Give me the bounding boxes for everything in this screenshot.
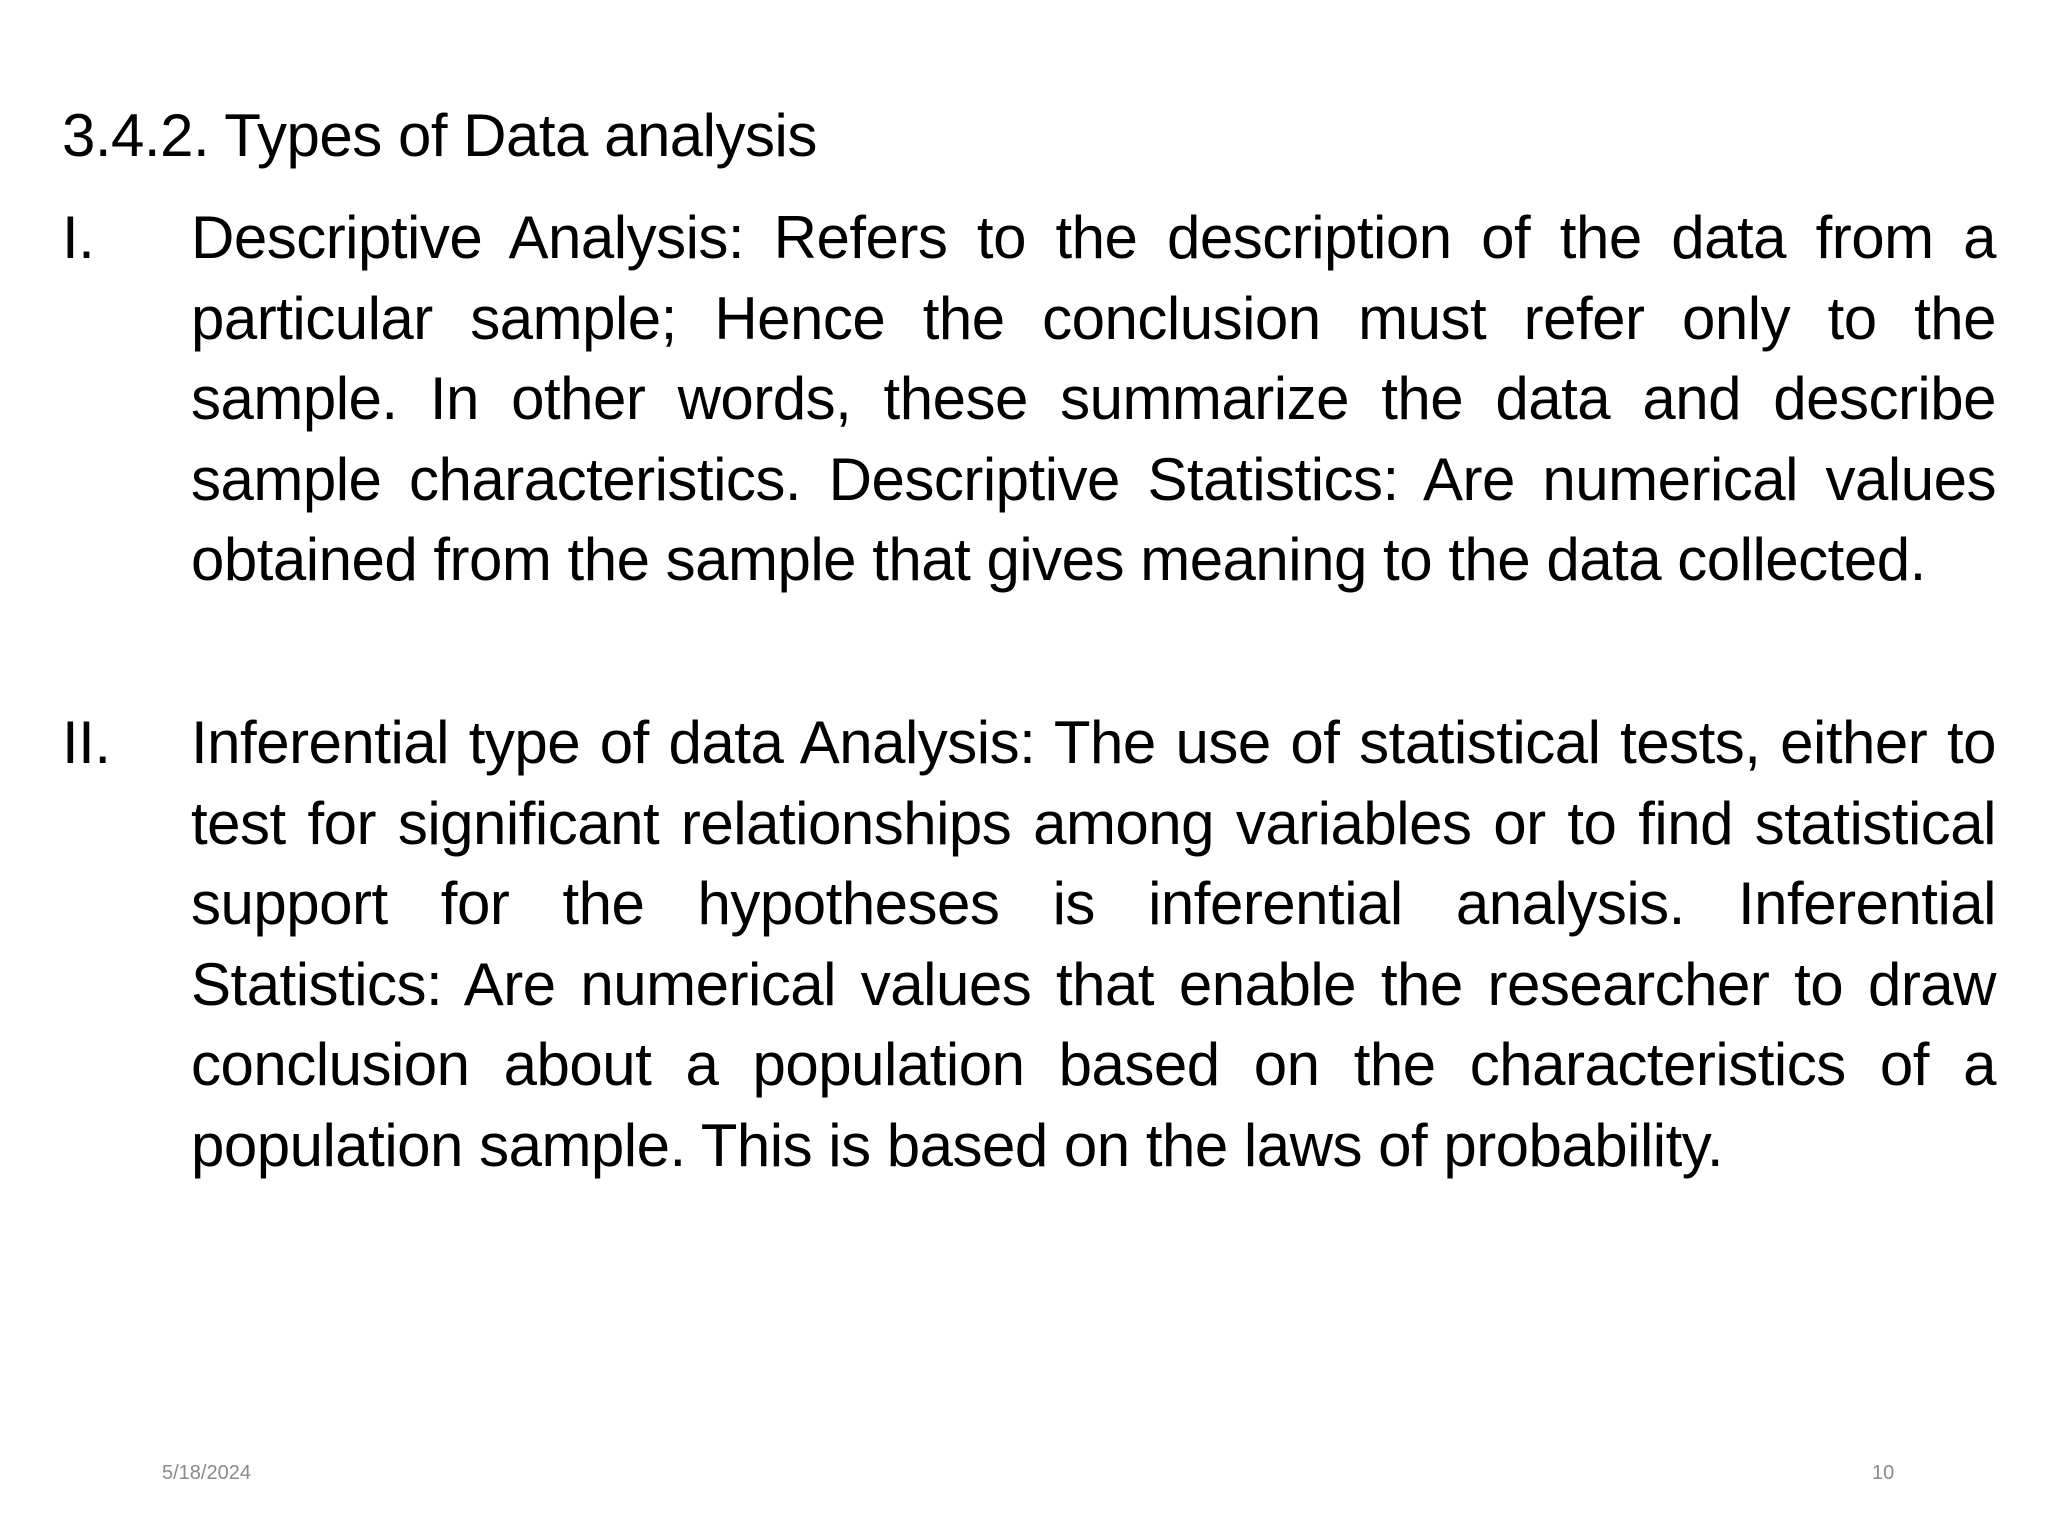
slide-heading: 3.4.2. Types of Data analysis: [62, 102, 817, 169]
footer-date: 5/18/2024: [162, 1462, 251, 1484]
list-item-text: Descriptive Analysis: Refers to the description of the data from a particular sample; Hence the conclusion must refer only to the sample. In other words, these summarize the data and describe sample characteristics. Descriptive Statistics: Are numerical values obtained from the sample that gives meaning to the data collected.: [191, 204, 1996, 593]
list-item-inferential: [62, 703, 1996, 1186]
list-numeral: II.: [62, 709, 111, 776]
list-item-descriptive: [62, 198, 1996, 601]
list-item-text: Inferential type of data Analysis: The use of statistical tests, either to test for significant relationships among variables or to find statistical support for the hypotheses is inferential analysis. Inferential Statistics: Are numerical values that enable the researcher to draw conclusion about a population based on the characteristics of a population sample. This is based on the laws of probability.: [191, 709, 1996, 1179]
list-numeral: I.: [62, 204, 95, 271]
footer-page-number: 10: [1872, 1462, 1895, 1484]
